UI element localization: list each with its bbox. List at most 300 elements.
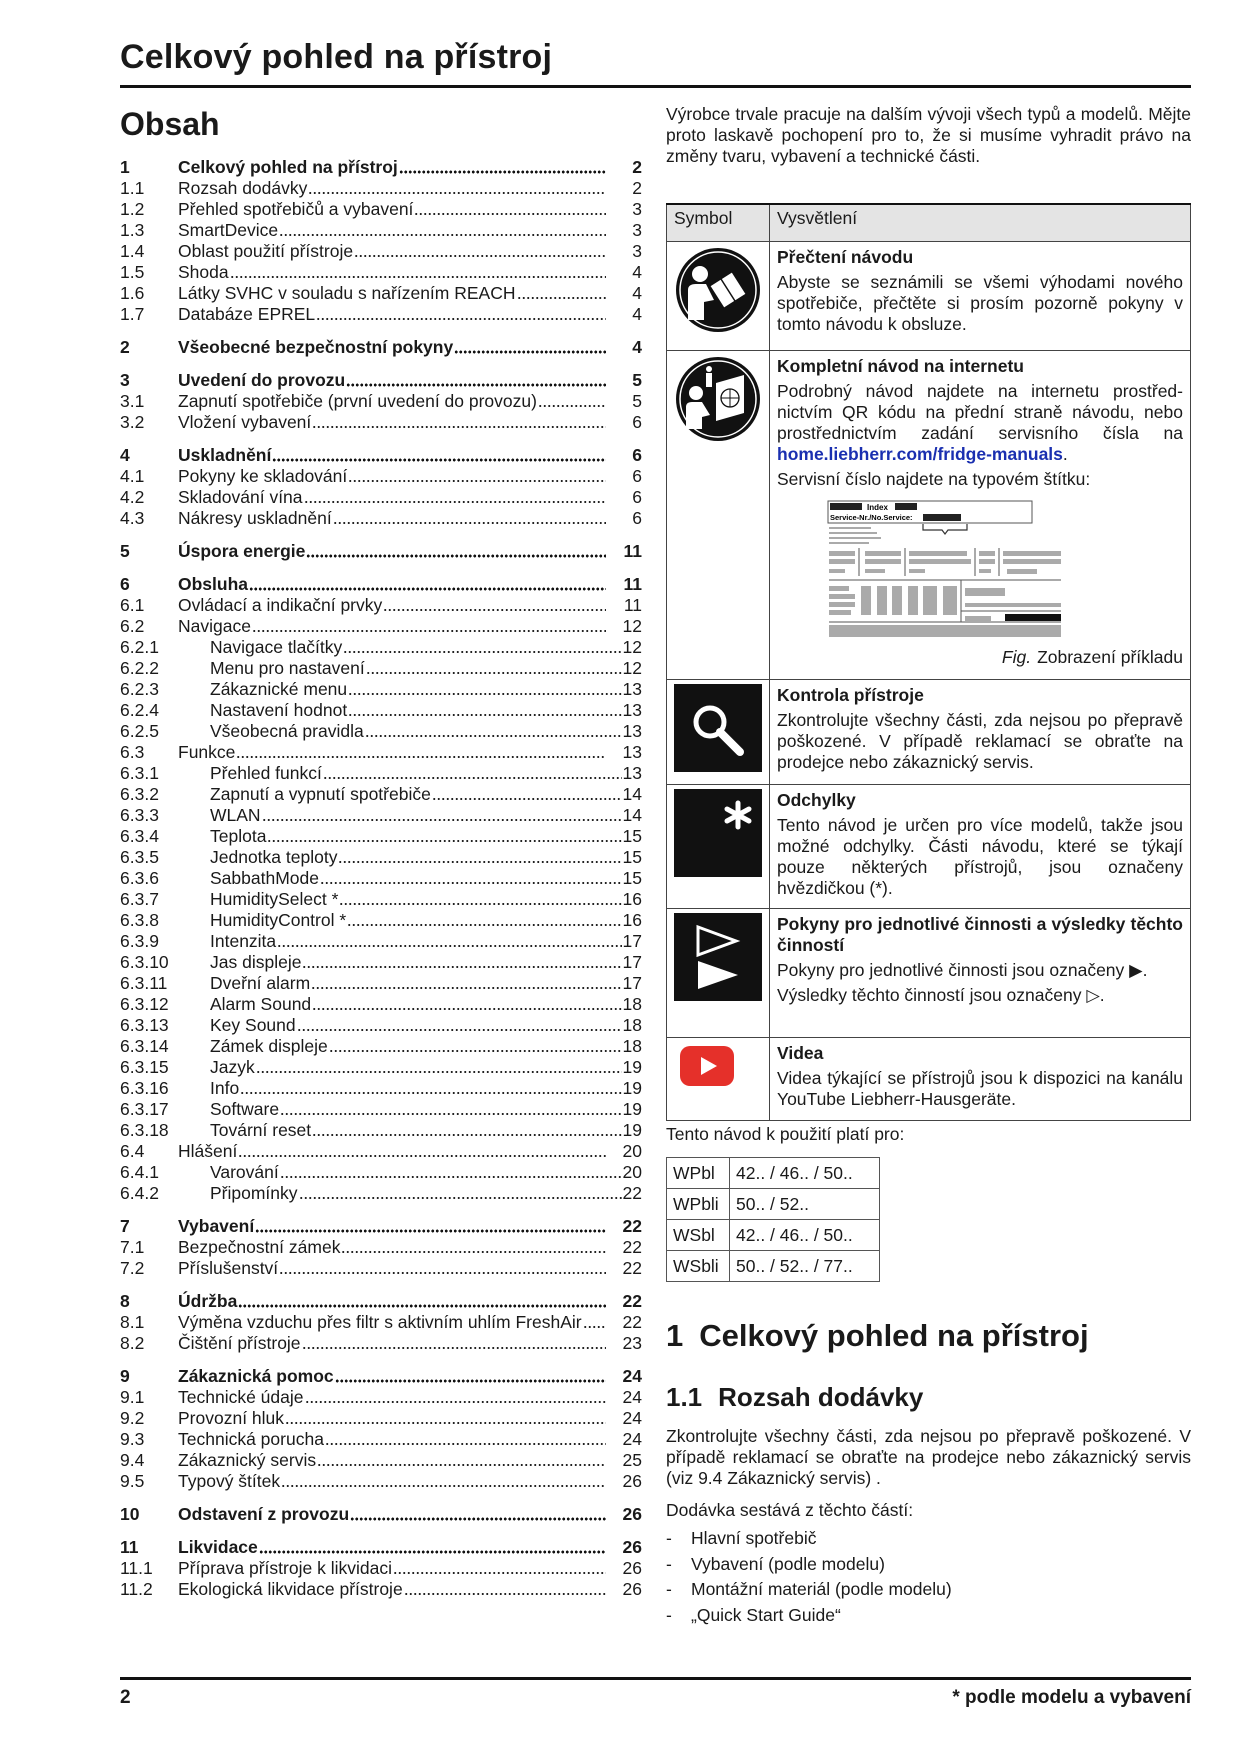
toc-entry-page: 25 [622, 1450, 642, 1470]
toc-entry-page: 11 [623, 541, 642, 561]
toc-entry-number: 6.3.9 [120, 931, 159, 951]
toc-entry-title: Odstavení z provozu [178, 1504, 350, 1524]
toc-entry[interactable] [120, 466, 642, 487]
list-item: - Hlavní spotřebič [666, 1528, 817, 1548]
toc-leader-dots [325, 1442, 606, 1446]
toc-entry[interactable] [120, 199, 642, 220]
toc-entry-number: 1 [120, 157, 130, 177]
toc-entry[interactable] [120, 1120, 642, 1141]
toc-entry-title: Oblast použití přístroje [178, 241, 354, 261]
toc-leader-dots [538, 404, 606, 408]
toc-group [120, 1216, 642, 1279]
toc-leader-dots [302, 1346, 606, 1350]
toc-entry-number: 1.4 [120, 241, 145, 261]
toc-entry-title: Menu pro nastavení [210, 658, 365, 678]
toc-entry[interactable] [120, 1450, 642, 1471]
toc-leader-dots [267, 839, 622, 843]
symbol-row [667, 351, 1191, 680]
toc-entry-page: 19 [622, 1120, 642, 1140]
toc-group [120, 1504, 642, 1525]
toc-entry[interactable] [120, 178, 642, 199]
toc-entry[interactable] [120, 1291, 642, 1312]
toc-entry-page: 3 [632, 241, 642, 261]
toc-entry-title: SmartDevice [178, 220, 279, 240]
toc-entry-title: Nastavení hodnot [210, 700, 348, 720]
toc-entry-page: 19 [622, 1078, 642, 1098]
figure-caption-prefix: Fig. [1001, 647, 1032, 667]
toc-entry-page: 13 [622, 763, 642, 783]
toc-entry-page: 23 [622, 1333, 642, 1353]
toc-entry-number: 9.2 [120, 1408, 145, 1428]
toc-entry-page: 17 [622, 952, 642, 972]
list-item: - Montážní materiál (podle modelu) [666, 1579, 952, 1600]
row-title: Přečtení návodu [777, 247, 914, 267]
toc-entry[interactable] [120, 1579, 642, 1600]
toc-entry-page: 3 [632, 199, 642, 219]
toc-leader-dots [317, 1463, 606, 1467]
toc-leader-dots [299, 1196, 622, 1200]
subsection-title: Rozsah dodávky [718, 1382, 924, 1412]
toc-leader-dots [414, 212, 606, 216]
toc-entry[interactable] [120, 1162, 642, 1183]
toc-leader-dots [454, 350, 606, 354]
toc-entry[interactable] [120, 370, 642, 391]
toc-entry[interactable] [120, 1258, 642, 1279]
toc-entry[interactable] [120, 784, 642, 805]
row-title: Kontrola přístroje [777, 685, 924, 705]
applies-to-label: Tento návod k použití platí pro: [666, 1124, 905, 1144]
toc-entry[interactable] [120, 337, 642, 358]
toc-entry-title: Likvidace [178, 1537, 258, 1557]
toc-entry-number: 1.3 [120, 220, 145, 240]
toc-entry-number: 6 [120, 574, 130, 594]
toc-entry[interactable] [120, 241, 642, 262]
row-text-body: Podrobný návod najdete na internetu prostřednictvím QR kódu na přední straně návodu, nebo prostřednictvím zadání servisního čísla na [777, 381, 1183, 443]
toc-entry-title: Příprava přístroje k likvidaci [178, 1558, 392, 1578]
toc-entry-title: Všeobecná pravidla [210, 721, 364, 741]
toc-leader-dots [311, 986, 622, 990]
toc-leader-dots [285, 1421, 606, 1425]
toc-entry-title: Nákresy uskladnění [178, 508, 332, 528]
toc-leader-dots [365, 734, 622, 738]
toc-entry-title: Zákaznický servis [178, 1450, 317, 1470]
toc-entry-title: Údržba [178, 1291, 238, 1311]
toc-entry-number: 6.4.2 [120, 1183, 159, 1203]
toc-entry-page: 6 [632, 445, 642, 465]
toc-entry[interactable] [120, 889, 642, 910]
toc-entry-title: Přehled spotřebičů a vybavení [178, 199, 414, 219]
toc-entry-number: 6.3.15 [120, 1057, 169, 1077]
toc-leader-dots [350, 1517, 606, 1521]
toc-entry-number: 6.3.8 [120, 910, 159, 930]
toc-leader-dots [302, 965, 622, 969]
model-variants: 42.. / 46.. / 50.. [730, 1158, 880, 1189]
toc-entry-title: Intenzita [210, 931, 277, 951]
toc-entry[interactable] [120, 1216, 642, 1237]
toc-entry-page: 19 [622, 1057, 642, 1077]
toc-entry-page: 26 [622, 1504, 642, 1524]
toc-entry-title: Uskladnění [178, 445, 272, 465]
toc-entry-number: 9.5 [120, 1471, 145, 1491]
toc-entry-number: 6.2.5 [120, 721, 159, 741]
toc-entry[interactable] [120, 220, 642, 241]
toc-heading: Obsah [120, 106, 220, 142]
toc-entry-title: Software [210, 1099, 280, 1119]
row-text: Zkontrolujte všechny části, zda nejsou po přepravě poškozené. V případě reklamací se obraťte na prodejce nebo zákaznický servis. [777, 710, 1183, 772]
model-row [667, 1251, 880, 1282]
toc-entry-page: 13 [622, 721, 642, 741]
toc-entry[interactable] [120, 763, 642, 784]
toc-leader-dots [383, 608, 606, 612]
toc-entry-page: 26 [622, 1471, 642, 1491]
toc-leader-dots [262, 818, 622, 822]
toc-entry[interactable] [120, 658, 642, 679]
toc-entry-number: 5 [120, 541, 130, 561]
toc-entry[interactable] [120, 910, 642, 931]
model-name: WSbl [667, 1220, 730, 1251]
toc-leader-dots [366, 671, 622, 675]
toc-entry[interactable] [120, 826, 642, 847]
toc-entry[interactable] [120, 1366, 642, 1387]
toc-entry-page: 4 [632, 337, 642, 357]
toc-entry-page: 24 [622, 1387, 642, 1407]
toc-leader-dots [354, 254, 606, 258]
toc-entry[interactable] [120, 1237, 642, 1258]
toc-entry[interactable] [120, 1057, 642, 1078]
toc-entry-page: 6 [632, 412, 642, 432]
toc-entry[interactable] [120, 868, 642, 889]
toc-entry-page: 6 [632, 508, 642, 528]
toc-leader-dots [348, 479, 606, 483]
toc-entry-page: 11 [623, 595, 642, 615]
symbol-row [667, 909, 1191, 1038]
toc-group [120, 337, 642, 358]
footer-note: * podle modelu a vybavení [952, 1687, 1191, 1708]
toc-entry-title: Čištění přístroje [178, 1333, 301, 1353]
toc-entry-number: 11.2 [120, 1579, 153, 1599]
toc-entry-title: Vložení vybavení [178, 412, 312, 432]
toc-leader-dots [312, 1133, 622, 1137]
toc-leader-dots [304, 500, 606, 504]
toc-entry-page: 19 [622, 1099, 642, 1119]
toc-entry-page: 13 [622, 679, 642, 699]
toc-entry-number: 6.3.7 [120, 889, 159, 909]
toc-entry[interactable] [120, 616, 642, 637]
toc-entry-title: Navigace tlačítky [210, 637, 343, 657]
toc-entry-page: 11 [623, 574, 642, 594]
toc-leader-dots [277, 944, 622, 948]
toc-entry[interactable] [120, 1471, 642, 1492]
toc-leader-dots [280, 1112, 622, 1116]
toc-entry-title: Zákaznická pomoc [178, 1366, 334, 1386]
toc-entry-number: 6.1 [120, 595, 145, 615]
list-item: - „Quick Start Guide“ [666, 1605, 841, 1626]
list-item: - Vybavení (podle modelu) [666, 1553, 885, 1574]
toc-leader-dots [312, 425, 606, 429]
toc-leader-dots [252, 629, 606, 633]
subsection-number: 1.1 [666, 1382, 703, 1412]
toc-entry-number: 6.3.2 [120, 784, 159, 804]
toc-entry[interactable] [120, 1036, 642, 1057]
toc-entry-number: 6.2.4 [120, 700, 159, 720]
toc-entry[interactable] [120, 1504, 642, 1525]
toc-group [120, 370, 642, 433]
toc-entry[interactable] [120, 742, 642, 763]
row-title: Videa [777, 1043, 824, 1063]
toc-leader-dots [343, 650, 622, 654]
toc-entry-number: 6.2.3 [120, 679, 159, 699]
toc-entry-number: 7.2 [120, 1258, 145, 1278]
model-variants: 50.. / 52.. / 77.. [730, 1251, 880, 1282]
toc-entry-number: 1.1 [120, 178, 145, 198]
toc-entry-page: 18 [622, 1015, 642, 1035]
toc-entry-page: 24 [622, 1366, 642, 1386]
toc-group [120, 157, 642, 325]
toc-entry[interactable] [120, 805, 642, 826]
toc-leader-dots [393, 1571, 606, 1575]
toc-entry-title: Pokyny ke skladování [178, 466, 348, 486]
toc-entry[interactable] [120, 1558, 642, 1579]
toc-entry-title: Tovární reset [210, 1120, 312, 1140]
toc-entry-number: 11 [120, 1537, 139, 1557]
toc-leader-dots [329, 1049, 622, 1053]
toc-entry-title: Varování [210, 1162, 279, 1182]
toc-entry[interactable] [120, 994, 642, 1015]
toc-entry-page: 12 [622, 658, 642, 678]
toc-entry-title: Alarm Sound [210, 994, 312, 1014]
toc-entry-page: 4 [632, 262, 642, 282]
toc-leader-dots [432, 797, 622, 801]
toc-group [120, 1291, 642, 1354]
toc-entry-page: 26 [622, 1579, 642, 1599]
toc-entry-page: 3 [632, 220, 642, 240]
toc-entry[interactable] [120, 952, 642, 973]
toc-leader-dots [255, 1229, 606, 1233]
toc-entry[interactable] [120, 391, 642, 412]
figure-caption-text: Zobrazení příkladu [1037, 647, 1183, 667]
toc-entry-page: 24 [622, 1408, 642, 1428]
toc-entry-page: 6 [632, 466, 642, 486]
toc-entry[interactable] [120, 679, 642, 700]
toc-entry-title: Zákaznické menu [210, 679, 348, 699]
toc-entry-number: 6.3.12 [120, 994, 169, 1014]
toc-leader-dots [312, 1007, 622, 1011]
toc-entry-title: Provozní hluk [178, 1408, 285, 1428]
toc-entry-page: 26 [622, 1537, 642, 1557]
toc-entry[interactable] [120, 1312, 642, 1333]
page-number: 2 [120, 1687, 131, 1708]
toc-entry-number: 1.2 [120, 199, 145, 219]
toc-entry-page: 22 [622, 1312, 642, 1332]
toc-entry-number: 6.2.1 [120, 637, 159, 657]
symbols-header-row [667, 204, 1191, 242]
header-rule [120, 85, 1191, 88]
row-text: Abyste se seznámili se všemi výhodami nového spotřebiče, přečtěte si prosím pozorně pokyny v tomto návodu k obsluze. [777, 272, 1183, 334]
toc-leader-dots [238, 1154, 606, 1158]
manuals-link[interactable]: home.liebherr.com/fridge-manuals [777, 444, 1063, 464]
toc-entry-title: Uvedení do provozu [178, 370, 346, 390]
toc-entry[interactable] [120, 1141, 642, 1162]
row-text-2: Servisní číslo najdete na typovém štítku: [777, 469, 1091, 489]
toc-entry-number: 6.4 [120, 1141, 145, 1161]
toc-entry-title: Jas displeje [210, 952, 302, 972]
toc-entry-page: 16 [622, 889, 642, 909]
toc-entry-number: 11.1 [120, 1558, 153, 1578]
asterisk-icon [667, 785, 770, 909]
toc-entry-page: 12 [622, 616, 642, 636]
toc-entry-title: Dveřní alarm [210, 973, 311, 993]
toc-leader-dots [335, 1379, 606, 1383]
symbols-table [666, 203, 1191, 1121]
toc-entry-title: Skladování vína [178, 487, 303, 507]
toc-entry-title: Technické údaje [178, 1387, 304, 1407]
toc-entry-page: 13 [622, 700, 642, 720]
toc-entry[interactable] [120, 931, 642, 952]
toc-leader-dots [281, 1484, 606, 1488]
toc-entry-page: 24 [622, 1429, 642, 1449]
toc-entry-page: 15 [622, 868, 642, 888]
toc-entry-number: 6.3.3 [120, 805, 159, 825]
toc-entry-number: 6.3.4 [120, 826, 159, 846]
toc-entry[interactable] [120, 283, 642, 304]
toc-entry-number: 9 [120, 1366, 130, 1386]
toc-entry-title: Hlášení [178, 1141, 238, 1161]
toc-entry[interactable] [120, 637, 642, 658]
row-text-2: Výsledky těchto činností jsou označeny ▷. [777, 985, 1105, 1005]
toc-entry-title: Navigace [178, 616, 251, 636]
toc-entry-number: 6.3.10 [120, 952, 169, 972]
toc-entry[interactable] [120, 508, 642, 529]
toc-entry[interactable] [120, 1333, 642, 1354]
toc-entry-page: 4 [632, 283, 642, 303]
toc-leader-dots [320, 881, 622, 885]
toc-entry-number: 6.3.11 [120, 973, 168, 993]
toc-entry-page: 15 [622, 847, 642, 867]
toc-entry-title: Ekologická likvidace přístroje [178, 1579, 403, 1599]
section-heading [666, 1318, 1089, 1354]
toc-entry[interactable] [120, 445, 642, 466]
toc-entry-title: Technická porucha [178, 1429, 324, 1449]
toc-entry[interactable] [120, 1537, 642, 1558]
toc-entry-page: 5 [632, 370, 642, 390]
row-text [777, 381, 1183, 465]
toc-entry-page: 16 [622, 910, 642, 930]
toc-entry[interactable] [120, 595, 642, 616]
toc-leader-dots [238, 1304, 606, 1308]
toc-entry-title: Ovládací a indikační prvky [178, 595, 383, 615]
toc-entry[interactable] [120, 487, 642, 508]
toc-entry-title: Přehled funkcí [210, 763, 322, 783]
toc-entry-number: 2 [120, 337, 130, 357]
toc-entry-number: 1.5 [120, 262, 145, 282]
toc-leader-dots [256, 1070, 622, 1074]
toc-entry-number: 6.3.17 [120, 1099, 169, 1119]
toc-entry-title: Obsluha [178, 574, 249, 594]
toc-leader-dots [323, 776, 622, 780]
figure-service-label: Service-Nr./No.Service: [830, 513, 913, 522]
symbol-row [667, 680, 1191, 785]
toc-leader-dots [316, 317, 606, 321]
toc-entry[interactable] [120, 574, 642, 595]
type-plate-figure [777, 494, 1183, 643]
toc-leader-dots [404, 1592, 606, 1596]
toc-entry[interactable] [120, 412, 642, 433]
online-manual-icon [667, 351, 770, 680]
toc-leader-dots [279, 233, 606, 237]
page-title: Celkový pohled na přístroj [120, 38, 553, 76]
toc-entry-number: 10 [120, 1504, 140, 1524]
row-text-end: . [1062, 444, 1068, 464]
toc-entry-number: 9.4 [120, 1450, 145, 1470]
toc-entry-page: 13 [622, 742, 642, 762]
toc-group [120, 445, 642, 529]
toc-entry[interactable] [120, 157, 642, 178]
subsection-heading [666, 1382, 923, 1413]
toc-entry[interactable] [120, 541, 642, 562]
toc-entry-page: 22 [622, 1291, 642, 1311]
list-item-text: „Quick Start Guide“ [691, 1605, 841, 1626]
toc-entry-page: 22 [622, 1237, 642, 1257]
model-row [667, 1220, 880, 1251]
toc-group [120, 574, 642, 1204]
toc-entry[interactable] [120, 700, 642, 721]
toc-entry-number: 6.3.1 [120, 763, 159, 783]
toc-entry[interactable] [120, 1408, 642, 1429]
toc-leader-dots [583, 1325, 606, 1329]
toc-leader-dots [236, 755, 606, 759]
toc-entry-number: 8.2 [120, 1333, 145, 1353]
toc-leader-dots [306, 554, 606, 558]
list-item-text: Vybavení (podle modelu) [691, 1553, 885, 1574]
toc-entry[interactable] [120, 262, 642, 283]
toc-entry[interactable] [120, 1429, 642, 1450]
toc-entry-title: Jazyk [210, 1057, 255, 1077]
toc-entry-page: 12 [622, 637, 642, 657]
toc-entry[interactable] [120, 1015, 642, 1036]
parts-list [666, 1527, 952, 1630]
toc-entry[interactable] [120, 721, 642, 742]
toc-entry-page: 17 [622, 931, 642, 951]
toc-entry[interactable] [120, 1078, 642, 1099]
toc-leader-dots [333, 521, 606, 525]
toc-entry[interactable] [120, 847, 642, 868]
toc-group [120, 541, 642, 562]
toc-entry[interactable] [120, 973, 642, 994]
table-of-contents [120, 157, 642, 1600]
toc-entry-page: 26 [622, 1558, 642, 1578]
toc-entry-page: 14 [622, 784, 642, 804]
model-name: WPbl [667, 1158, 730, 1189]
toc-entry[interactable] [120, 1387, 642, 1408]
action-result-icon [667, 909, 770, 1038]
figure-index-label: Index [867, 503, 888, 512]
toc-entry-number: 3 [120, 370, 130, 390]
toc-entry[interactable] [120, 1099, 642, 1120]
toc-entry-number: 6.3.5 [120, 847, 159, 867]
toc-entry-title: Zapnutí a vypnutí spotřebiče [210, 784, 431, 804]
toc-entry-page: 2 [632, 178, 642, 198]
toc-entry-number: 6.2.2 [120, 658, 159, 678]
toc-entry-number: 9.3 [120, 1429, 145, 1449]
toc-entry-page: 14 [622, 805, 642, 825]
model-table [666, 1157, 880, 1282]
toc-entry-number: 1.7 [120, 304, 145, 324]
toc-entry-page: 20 [622, 1162, 642, 1182]
toc-entry[interactable] [120, 304, 642, 325]
toc-entry-number: 8.1 [120, 1312, 145, 1332]
toc-entry[interactable] [120, 1183, 642, 1204]
row-text: Pokyny pro jednotlivé činnosti jsou označeny ▶. [777, 960, 1148, 980]
